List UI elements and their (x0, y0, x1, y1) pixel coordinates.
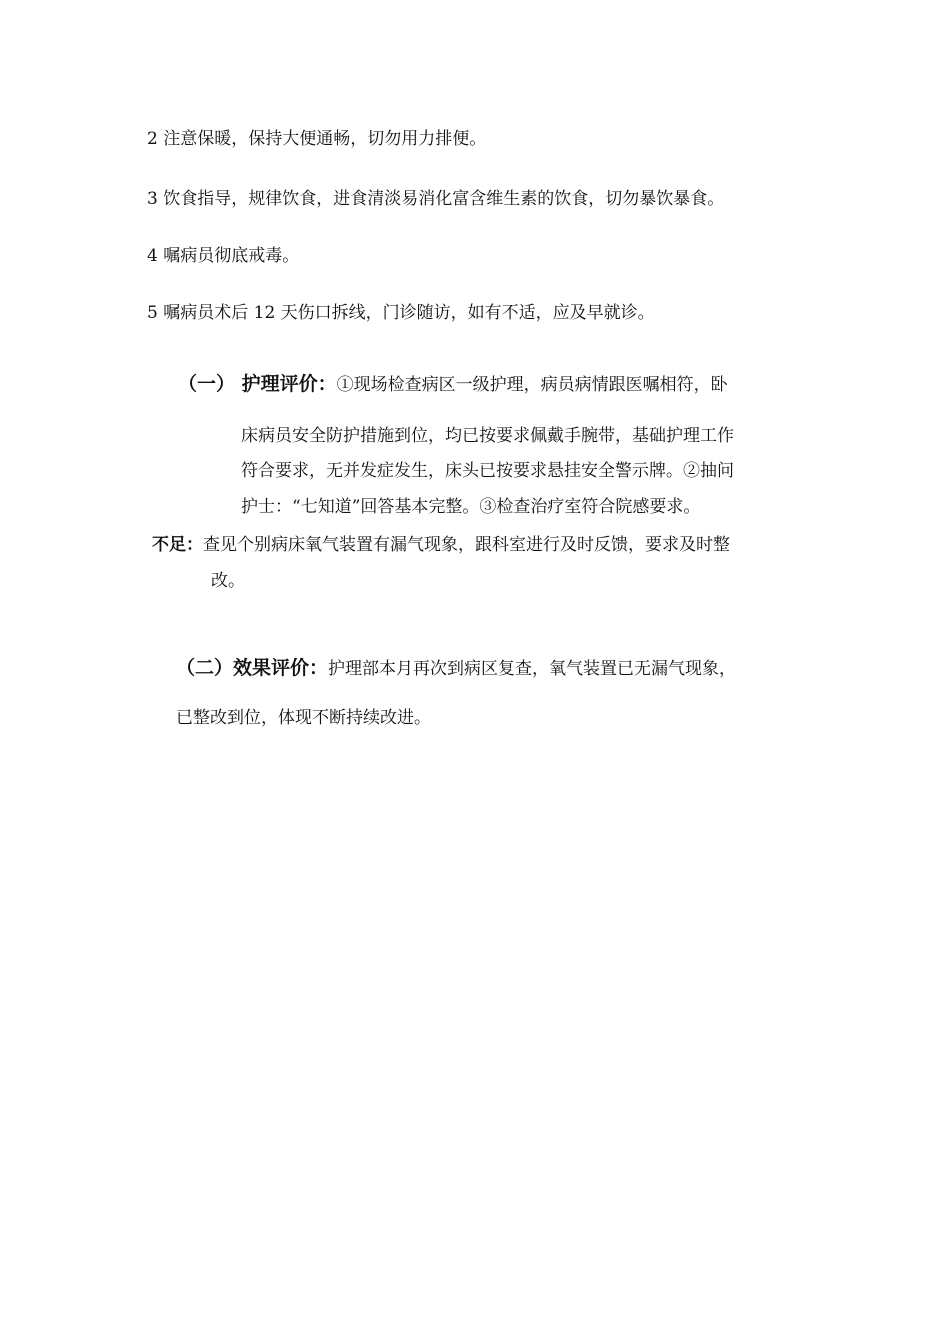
evaluation-section-2 (176, 656, 736, 681)
section-text: 符合要求，无并发症发生，床头已按要求悬挂安全警示牌。②抽问 (241, 461, 734, 481)
section-text: 护理部本月再次到病区复查，氧气装置已无漏气现象， (328, 659, 737, 679)
shortfall-text: 改。 (211, 571, 245, 591)
instruction-item: 5 嘱病员术后 12 天伤口拆线，门诊随访，如有不适，应及早就诊。 (147, 303, 655, 323)
evaluation-section-1 (178, 372, 728, 397)
shortfall-label: 不足： (152, 535, 203, 555)
shortfall-text: 查见个别病床氧气装置有漏气现象，跟科室进行及时反馈，要求及时整 (203, 535, 730, 555)
instruction-item: 3 饮食指导，规律饮食，进食清淡易消化富含维生素的饮食，切勿暴饮暴食。 (147, 189, 725, 209)
section-text: 已整改到位，体现不断持续改进。 (176, 708, 431, 728)
section-text: ①现场检查病区一级护理，病员病情跟医嘱相符，卧 (336, 375, 728, 395)
section-text: 护士：“七知道”回答基本完整。③检查治疗室符合院感要求。 (241, 497, 701, 517)
instruction-item: 2 注意保暖，保持大便通畅，切勿用力排便。 (147, 129, 487, 149)
shortfall-paragraph (152, 533, 730, 557)
section-heading: （一） 护理评价： (178, 373, 337, 395)
instruction-item: 4 嘱病员彻底戒毒。 (147, 246, 300, 266)
section-text: 床病员安全防护措施到位，均已按要求佩戴手腕带，基础护理工作 (241, 426, 734, 446)
section-heading: （二）效果评价： (176, 657, 329, 679)
